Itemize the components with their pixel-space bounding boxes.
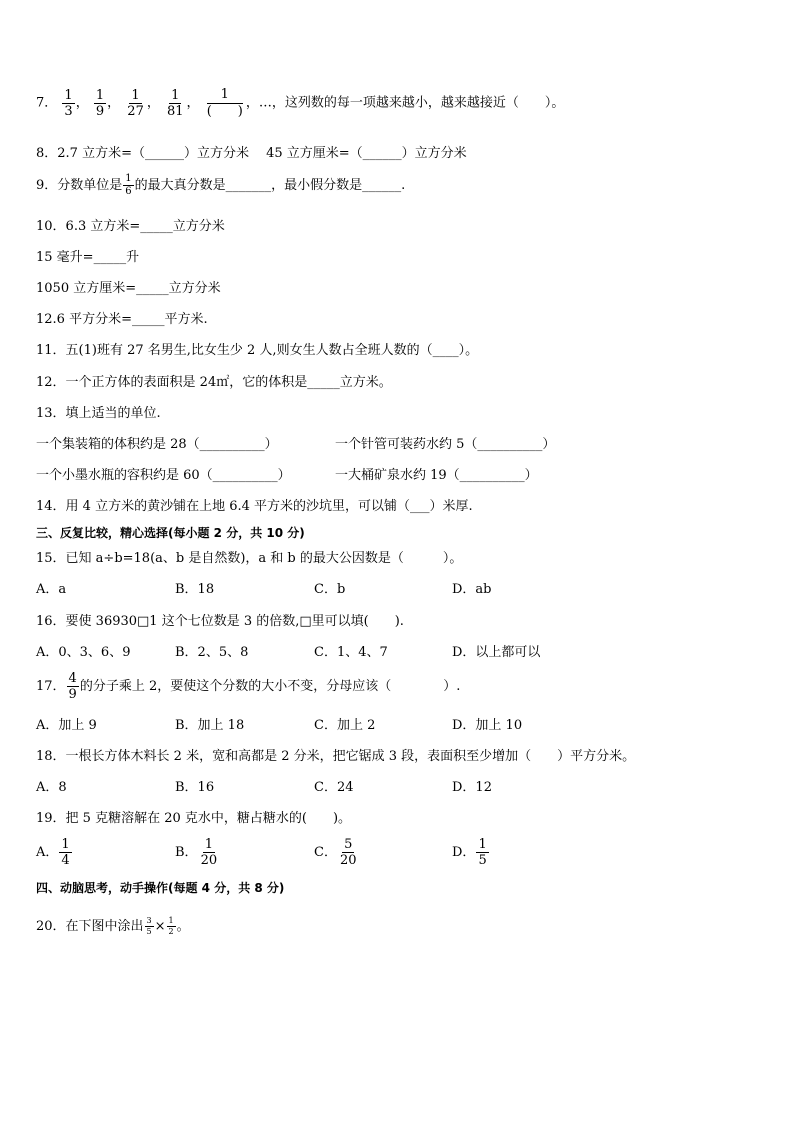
fraction: $\frac{1}{5}$ — [478, 837, 487, 868]
option-b[interactable]: B．加上 18 — [175, 718, 245, 733]
option-a[interactable]: A． $\frac{1}{4}$ — [36, 837, 70, 868]
fraction: $\frac{3}{5}$ — [146, 916, 152, 936]
question-12: 12．一个正方体的表面积是 24㎡，它的体积是_____立方米。 — [36, 375, 392, 390]
option-a[interactable]: A．8 — [36, 780, 67, 795]
q7-prefix: 7． — [36, 95, 58, 111]
fraction: $\frac{1}{3}$ — [64, 87, 73, 119]
option-d[interactable]: D． $\frac{1}{5}$ — [452, 837, 487, 868]
question-11: 11．五(1)班有 27 名男生,比女生少 2 人,则女生人数占全班人数的（____）。 — [36, 343, 479, 358]
question-13-item: 一个小墨水瓶的容积约是 60（__________） — [36, 468, 291, 483]
option-a[interactable]: A．0、3、6、9 — [36, 645, 131, 660]
fraction: $\frac{1}{6}$ — [125, 173, 132, 197]
fraction: $\frac{1}{20}$ — [200, 837, 218, 868]
question-13-item: 一大桶矿泉水约 19（__________） — [335, 468, 538, 483]
question-15: 15．已知 a÷b=18(a、b 是自然数)，a 和 b 的最大公因数是（ ）。 — [36, 551, 463, 566]
question-13-item: 一个集装箱的体积约是 28（__________） — [36, 437, 278, 452]
question-18: 18．一根长方体木料长 2 米，宽和高都是 2 分米，把它锯成 3 段，表面积至少增加（ ）平方分米。 — [36, 749, 636, 764]
fraction: $\frac{1}{2}$ — [168, 916, 174, 936]
question-10-line-2: 15 毫升=_____升 — [36, 250, 140, 265]
question-16: 16．要使 36930□1 这个七位数是 3 的倍数,□里可以填( ). — [36, 614, 404, 629]
option-c[interactable]: C． $\frac{5}{20}$ — [314, 837, 357, 868]
option-c[interactable]: C．加上 2 — [314, 718, 376, 733]
option-a[interactable]: A．加上 9 — [36, 718, 97, 733]
question-9: 9．分数单位是 $\frac{1}{6}$ 的最大真分数是_______，最小假分数是______. — [36, 173, 406, 197]
question-20: 20．在下图中涂出 $\frac{3}{5}$ × $\frac{1}{2}$ 。 — [36, 916, 190, 936]
fraction: $\frac{1}{27}$ — [127, 87, 144, 119]
question-14: 14．用 4 立方米的黄沙铺在上地 6.4 平方米的沙坑里，可以铺（___）米厚. — [36, 499, 473, 514]
question-8: 8．2.7 立方米=（______）立方分米 45 立方厘米=（______）立方分米 — [36, 146, 467, 161]
blank-fraction[interactable]: $\frac{1}{( )}$ — [206, 87, 243, 119]
question-10-line-4: 12.6 平方分米=_____平方米. — [36, 312, 208, 327]
question-7: 7． $\frac{1}{3}$ ， $\frac{1}{9}$ ， $\frac{1}{27}$ ， $\frac{1}{81}$ ， $\frac{1}{( )}$ ，…，这列数的每一项越来越小，越来越接近（ ）。 — [36, 87, 565, 119]
option-d[interactable]: D．加上 10 — [452, 718, 523, 733]
option-c[interactable]: C．1、4、7 — [314, 645, 388, 660]
option-a[interactable]: A．a — [36, 582, 67, 597]
question-13-item: 一个针管可装药水约 5（__________） — [335, 437, 556, 452]
fraction: $\frac{5}{20}$ — [339, 837, 357, 868]
option-d[interactable]: D．ab — [452, 582, 492, 597]
question-13-title: 13．填上适当的单位. — [36, 406, 161, 421]
question-17: 17． $\frac{4}{9}$ 的分子乘上 2，要使这个分数的大小不变，分母应该（ ）. — [36, 671, 461, 702]
section-4-heading: 四、动脑思考，动手操作(每题 4 分，共 8 分) — [36, 881, 285, 895]
option-b[interactable]: B．2、5、8 — [175, 645, 249, 660]
option-b[interactable]: B．16 — [175, 780, 215, 795]
question-10-line-1: 10．6.3 立方米=_____立方分米 — [36, 219, 225, 234]
question-10-line-3: 1050 立方厘米=_____立方分米 — [36, 281, 221, 296]
option-c[interactable]: C．24 — [314, 780, 354, 795]
option-d[interactable]: D．以上都可以 — [452, 645, 541, 660]
option-b[interactable]: B． $\frac{1}{20}$ — [175, 837, 218, 868]
fraction: $\frac{1}{4}$ — [61, 837, 70, 868]
option-b[interactable]: B．18 — [175, 582, 215, 597]
option-c[interactable]: C．b — [314, 582, 346, 597]
fraction: $\frac{1}{81}$ — [167, 87, 184, 119]
fraction: $\frac{4}{9}$ — [68, 671, 77, 702]
section-3-heading: 三、反复比较，精心选择(每小题 2 分，共 10 分) — [36, 526, 305, 540]
fraction: $\frac{1}{9}$ — [95, 87, 105, 119]
question-19: 19．把 5 克糖溶解在 20 克水中，糖占糖水的( )。 — [36, 811, 352, 826]
q7-tail: ，…，这列数的每一项越来越小，越来越接近（ ）。 — [245, 95, 565, 111]
option-d[interactable]: D．12 — [452, 780, 492, 795]
